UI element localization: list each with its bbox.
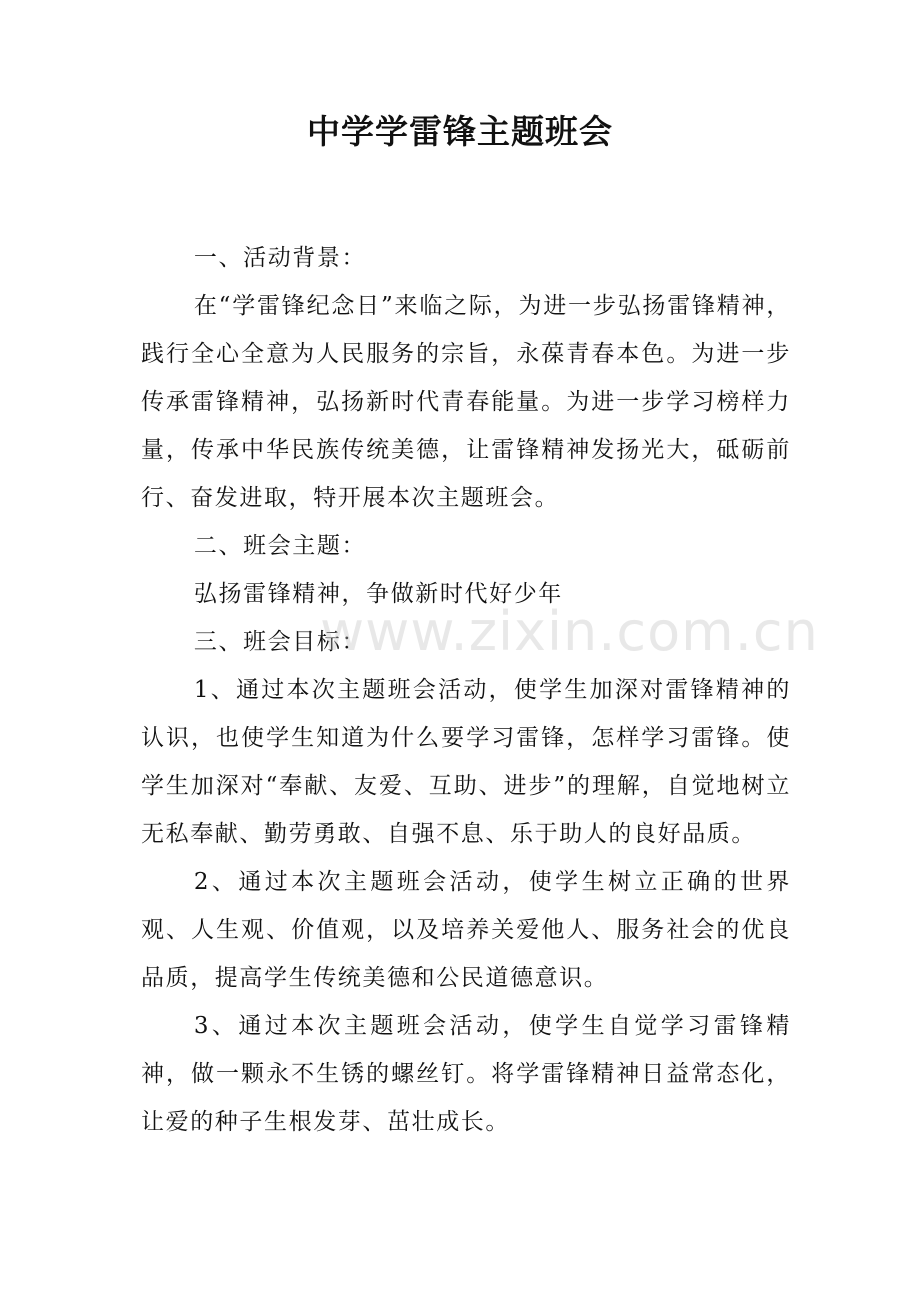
section-heading-background: 一、活动背景：	[193, 245, 367, 271]
section-heading-theme: 二、班会主题：	[193, 533, 367, 559]
document-body	[141, 234, 791, 1146]
paragraph-theme: 弘扬雷锋精神，争做新时代好少年	[193, 581, 563, 607]
watermark: www.zixin.com.cn	[320, 600, 819, 663]
document-title: 中学学雷锋主题班会	[307, 112, 613, 151]
paragraph-goal-3: 3、通过本次主题班会活动，使学生自觉学习雷锋精神，做一颗永不生锈的螺丝钉。将学雷锋精神日益常态化，让爱的种子生根发芽、茁壮成长。	[141, 1013, 791, 1135]
paragraph-goal-2: 2、通过本次主题班会活动，使学生树立正确的世界观、人生观、价值观，以及培养关爱他人、服务社会的优良品质，提高学生传统美德和公民道德意识。	[141, 869, 791, 991]
paragraph-background: 在“学雷锋纪念日”来临之际，为进一步弘扬雷锋精神，践行全心全意为人民服务的宗旨，永葆青春本色。为进一步传承雷锋精神，弘扬新时代青春能量。为进一步学习榜样力量，传承中华民族传统美德，让雷锋精神发扬光大，砥砺前行、奋发进取，特开展本次主题班会。	[141, 293, 791, 511]
section-heading-goals: 三、班会目标：	[193, 629, 367, 655]
paragraph-goal-1: 1、通过本次主题班会活动，使学生加深对雷锋精神的认识，也使学生知道为什么要学习雷锋，怎样学习雷锋。使学生加深对“奉献、友爱、互助、进步”的理解，自觉地树立无私奉献、勤劳勇敢、自强不息、乐于助人的良好品质。	[141, 677, 791, 847]
